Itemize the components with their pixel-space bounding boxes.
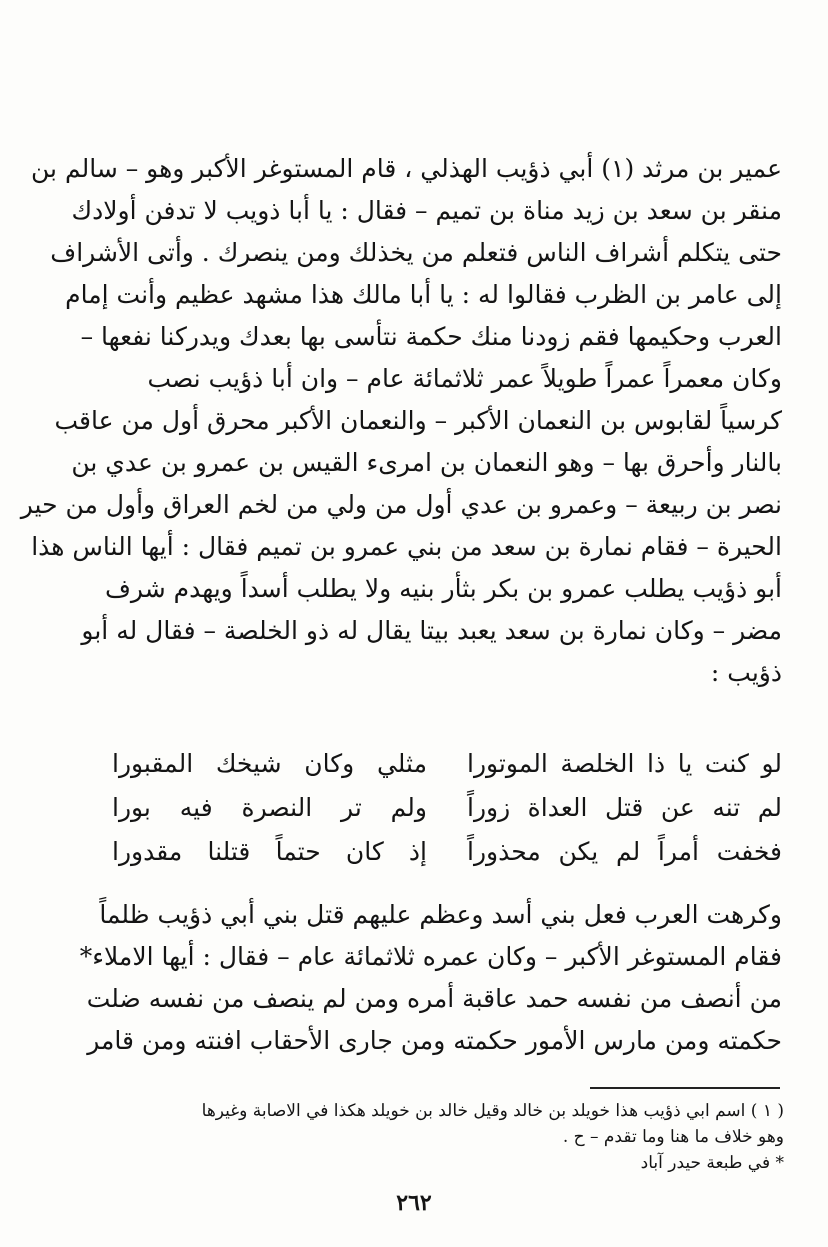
text-line: حتى يتكلم أشراف الناس فتعلم من يخذلك ومن ينصرك . وأتى الأشراف: [50, 238, 782, 267]
poem-first-hemistich: لو كنت يا ذا الخلصة الموتورا: [467, 749, 782, 778]
text-line: الحيرة – فقام نمارة بن سعد من بني عمرو بن تميم فقال : أيها الناس هذا: [31, 532, 782, 561]
text-line: وكرهت العرب فعل بني أسد وعظم عليهم قتل بني أبي ذؤيب ظلماً: [99, 900, 782, 929]
footnotes: [112, 1098, 784, 1176]
text-line: بالنار وأحرق بها – وهو النعمان بن امرىء القيس بن عمرو بن عدي بن: [71, 448, 782, 477]
page-number: ٢٦٢: [396, 1190, 432, 1216]
poem-second-hemistich: ولم تر النصرة فيه بورا: [112, 793, 427, 822]
poem-verse: [112, 830, 782, 874]
poem-verse: [112, 786, 782, 830]
text-line: من أنصف من نفسه حمد عاقبة أمره ومن لم ينصف من نفسه ضلت: [86, 984, 782, 1013]
footnote-line: * في طبعة حيدر آباد: [640, 1153, 784, 1173]
text-line: العرب وحكيمها فقم زودنا منك حكمة نتأسى بها بعدك ويدركنا نفعها –: [80, 322, 782, 351]
text-line: منقر بن سعد بن زيد مناة بن تميم – فقال : يا أبا ذويب لا تدفن أولادك: [71, 196, 782, 225]
text-line: وكان معمراً عمراً طويلاً عمر ثلاثمائة عام – وان أبا ذؤيب نصب: [147, 364, 782, 393]
text-line: حكمته ومن مارس الأمور حكمته ومن جارى الأحقاب افنته ومن قامر: [87, 1026, 782, 1055]
text-line: عمير بن مرثد (١) أبي ذؤيب الهذلي ، قام المستوغر الأكبر وهو – سالم بن: [31, 154, 782, 183]
poem-second-hemistich: مثلي وكان شيخك المقبورا: [112, 749, 427, 778]
poem-first-hemistich: فخفت أمراً لم يكن محذوراً: [467, 837, 782, 866]
closing-paragraph: [79, 894, 782, 1062]
text-line: فقام المستوغر الأكبر – وكان عمره ثلاثمائة عام – فقال : أيها الاملاء*: [79, 942, 782, 971]
poem-block: [112, 742, 782, 874]
text-line: إلى عامر بن الظرب فقالوا له : يا أبا مالك هذا مشهد عظيم وأنت إمام: [65, 280, 782, 309]
footnote-separator: [590, 1087, 780, 1089]
body-paragraph: [20, 148, 782, 694]
poem-first-hemistich: لم تنه عن قتل العداة زوراً: [467, 793, 782, 822]
poem-verse: [112, 742, 782, 786]
text-line: كرسياً لقابوس بن النعمان الأكبر – والنعمان الأكبر محرق أول من عاقب: [54, 406, 782, 435]
poem-second-hemistich: إذ كان حتماً قتلنا مقدورا: [112, 837, 427, 866]
text-line: مضر – وكان نمارة بن سعد يعبد بيتا يقال له ذو الخلصة – فقال له أبو: [81, 616, 782, 645]
footnote-line: وهو خلاف ما هنا وما تقدم – ح .: [562, 1127, 784, 1147]
text-line: ذؤيب :: [710, 658, 782, 687]
text-line: أبو ذؤيب يطلب عمرو بن بكر بثأر بنيه ولا يطلب أسداً ويهدم شرف: [104, 574, 782, 603]
footnote-line: ( ١ ) اسم ابي ذؤيب هذا خويلد بن خالد وقيل خالد بن خويلد هكذا في الاصابة وغيرها: [201, 1101, 784, 1121]
text-line: نصر بن ربيعة – وعمرو بن عدي أول من ولي من لخم العراق وأول من حير: [20, 490, 782, 519]
